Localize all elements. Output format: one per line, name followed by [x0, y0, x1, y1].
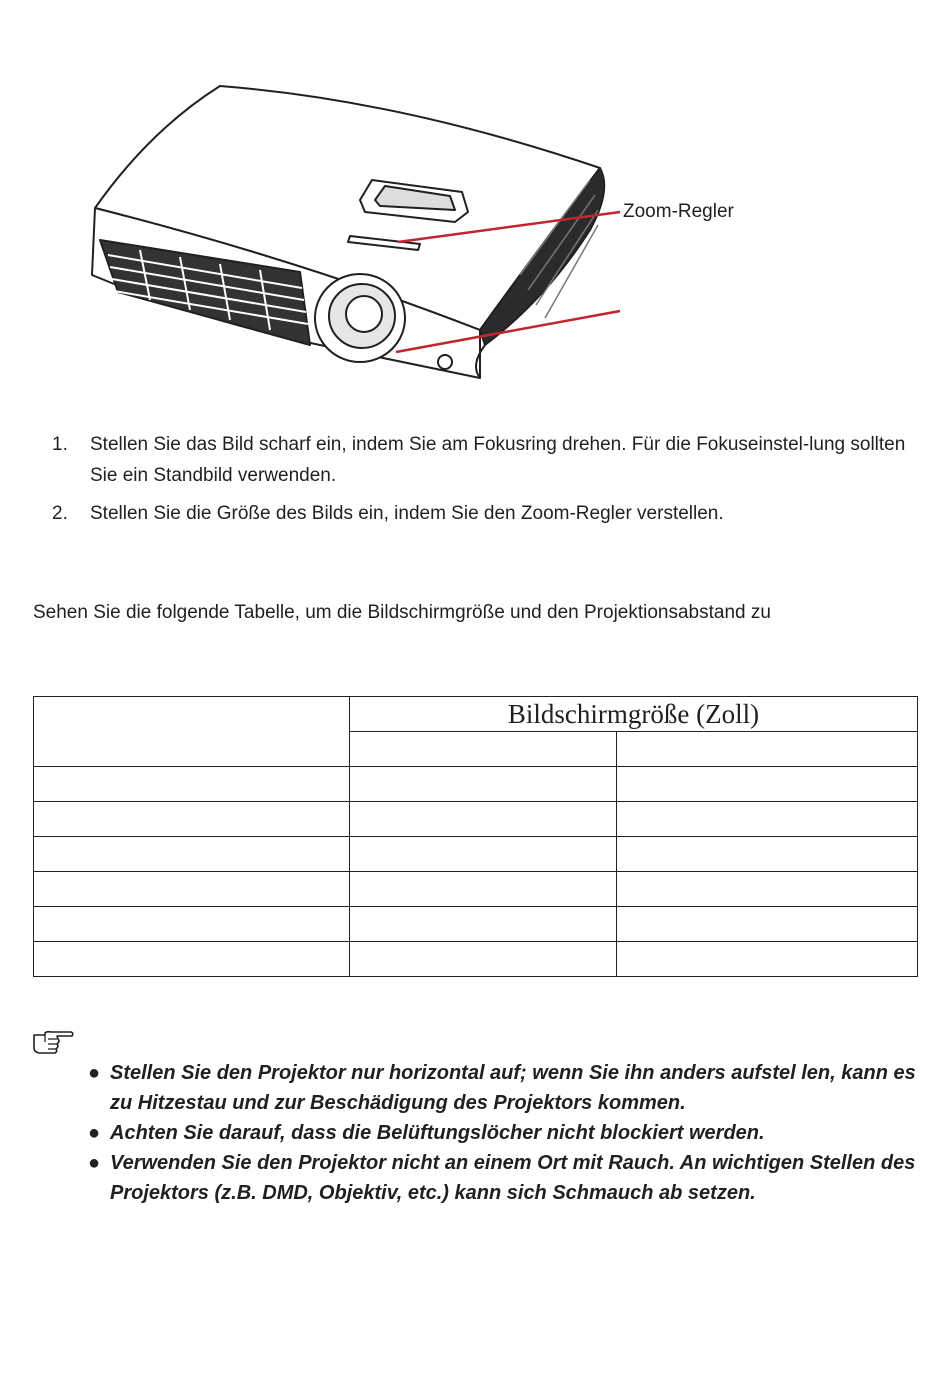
step-text: Stellen Sie die Größe des Bilds ein, indem Sie den Zoom-Regler verstellen. [90, 503, 724, 524]
table-cell [34, 907, 350, 942]
table-row [34, 767, 918, 802]
intro-paragraph: Sehen Sie die folgende Tabelle, um die Bildschirmgröße und den Projektionsabstand zu [33, 602, 771, 623]
step-number: 1. [52, 434, 68, 455]
table-cell [34, 697, 350, 767]
table-row [34, 697, 918, 732]
note-item [88, 1118, 928, 1148]
zoom-control-label: Zoom-Regler [623, 201, 734, 222]
note-text: Stellen Sie den Projektor nur horizontal auf; wenn Sie ihn anders aufstel len, kann es zu Hitzestau und zur Beschädigung des Projektors kommen. [110, 1062, 916, 1114]
instruction-steps [52, 429, 922, 536]
step-number: 2. [52, 503, 68, 524]
table-cell [350, 767, 617, 802]
screen-size-table [33, 696, 918, 977]
step-text: Stellen Sie das Bild scharf ein, indem Sie am Fokusring drehen. Für die Fokuseinstel-lung sollten Sie ein Standbild verwenden. [90, 434, 906, 486]
table-cell [617, 837, 918, 872]
table-cell [617, 802, 918, 837]
table-cell [617, 872, 918, 907]
table-row [34, 942, 918, 977]
table-cell [617, 732, 918, 767]
note-item [88, 1148, 928, 1208]
table-cell [617, 907, 918, 942]
table-cell [617, 767, 918, 802]
note-text: Verwenden Sie den Projektor nicht an einem Ort mit Rauch. An wichtigen Stellen des Projektors (z.B. DMD, Objektiv, etc.) kann sich Schmauch ab setzen. [110, 1152, 916, 1204]
table-header-screen-size: Bildschirmgröße (Zoll) [350, 697, 918, 732]
table-cell [350, 942, 617, 977]
table-row [34, 872, 918, 907]
note-text: Achten Sie darauf, dass die Belüftungslöcher nicht blockiert werden. [110, 1122, 765, 1144]
note-item [88, 1058, 928, 1118]
table-row [34, 907, 918, 942]
projector-illustration [0, 0, 950, 400]
bullet-icon: ● [88, 1122, 101, 1144]
table-cell [34, 872, 350, 907]
table-cell [350, 732, 617, 767]
table-cell [34, 942, 350, 977]
table-cell [350, 907, 617, 942]
step-item [52, 429, 922, 491]
bullet-icon: ● [88, 1062, 101, 1084]
bullet-icon: ● [88, 1152, 101, 1174]
table-cell [34, 767, 350, 802]
table-cell [350, 802, 617, 837]
step-item [52, 498, 922, 529]
note-list [88, 1058, 928, 1208]
table-cell [350, 872, 617, 907]
table-row [34, 802, 918, 837]
pointing-hand-icon [31, 1030, 75, 1056]
table-cell [617, 942, 918, 977]
table-cell [350, 837, 617, 872]
table-cell [34, 802, 350, 837]
table-row [34, 837, 918, 872]
table-cell [34, 837, 350, 872]
